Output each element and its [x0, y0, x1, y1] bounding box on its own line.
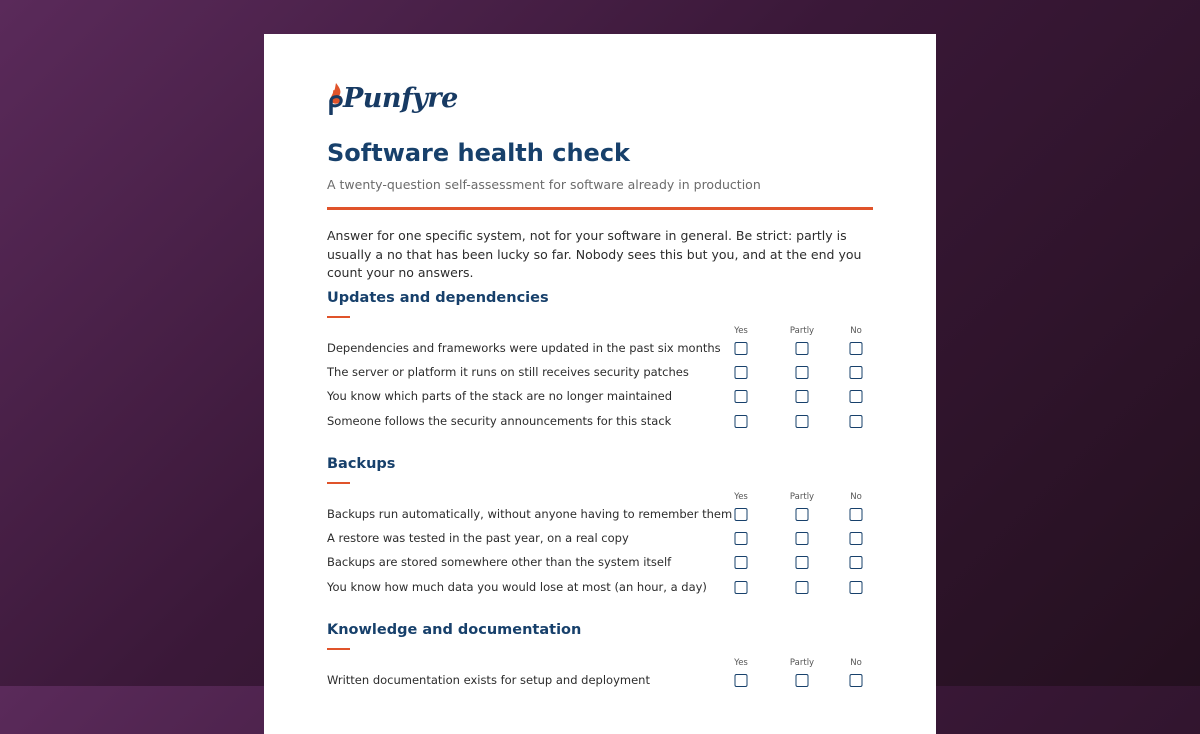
column-header-yes: Yes [734, 658, 748, 668]
checkbox-no[interactable] [850, 342, 863, 355]
question-text: You know which parts of the stack are no longer maintained [327, 389, 673, 404]
checkbox-yes[interactable] [735, 342, 748, 355]
column-header-yes: Yes [734, 492, 748, 502]
column-headers [327, 658, 873, 670]
question-text: Backups are stored somewhere other than the system itself [327, 555, 672, 570]
column-header-yes: Yes [734, 326, 748, 336]
column-headers [327, 326, 873, 338]
checkbox-yes[interactable] [735, 366, 748, 379]
question-text: Someone follows the security announcements for this stack [327, 413, 672, 428]
section-underline [327, 648, 350, 650]
checkbox-no[interactable] [850, 556, 863, 569]
question-row [327, 387, 873, 407]
brand-logo [327, 78, 458, 118]
checkbox-yes[interactable] [735, 508, 748, 521]
question-row [327, 529, 873, 549]
question-row [327, 578, 873, 598]
section [327, 456, 873, 594]
section-underline [327, 482, 350, 484]
section-heading: Knowledge and documentation [327, 622, 582, 638]
checkbox-no[interactable] [850, 508, 863, 521]
section-underline [327, 316, 350, 318]
checkbox-partly[interactable] [796, 532, 809, 545]
page-title: Software health check [327, 139, 630, 167]
checkbox-partly[interactable] [796, 342, 809, 355]
checkbox-yes[interactable] [735, 415, 748, 428]
checkbox-no[interactable] [850, 674, 863, 687]
question-text: Backups run automatically, without anyone having to remember them [327, 507, 733, 521]
section [327, 622, 873, 687]
title-divider [327, 207, 873, 210]
question-row [327, 339, 873, 359]
logo-wordmark: Punfyre [343, 82, 458, 114]
checkbox-partly[interactable] [796, 366, 809, 379]
checkbox-yes[interactable] [735, 532, 748, 545]
question-text: You know how much data you would lose at most (an hour, a day) [327, 579, 707, 594]
column-header-partly: Partly [789, 492, 815, 502]
document-page [264, 34, 936, 734]
checkbox-yes[interactable] [735, 674, 748, 687]
checkbox-partly[interactable] [796, 581, 809, 594]
checkbox-no[interactable] [850, 581, 863, 594]
checkbox-partly[interactable] [796, 508, 809, 521]
checkbox-partly[interactable] [796, 390, 809, 403]
column-headers [327, 492, 873, 504]
question-row [327, 505, 873, 525]
column-header-no: No [850, 492, 862, 502]
question-text: A restore was tested in the past year, on a real copy [327, 531, 629, 546]
column-header-partly: Partly [789, 658, 815, 668]
intro-paragraph: Answer for one specific system, not for your software in general. Be strict: partly is usually a no that has been lucky so far. Nobody sees this but you, and at the end you count your no answers. [327, 228, 862, 280]
checkbox-no[interactable] [850, 532, 863, 545]
question-text: Dependencies and frameworks were updated in the past six months [327, 341, 721, 355]
column-header-partly: Partly [789, 326, 815, 336]
question-row [327, 553, 873, 573]
checkbox-no[interactable] [850, 390, 863, 403]
question-text: Written documentation exists for setup and deployment [327, 673, 650, 687]
question-text: The server or platform it runs on still receives security patches [327, 365, 689, 380]
section-heading: Updates and dependencies [327, 290, 549, 306]
column-header-no: No [850, 658, 862, 668]
checkbox-yes[interactable] [735, 581, 748, 594]
checkbox-partly[interactable] [796, 674, 809, 687]
checkbox-yes[interactable] [735, 556, 748, 569]
question-row [327, 363, 873, 383]
question-row [327, 412, 873, 432]
checkbox-partly[interactable] [796, 556, 809, 569]
checkbox-partly[interactable] [796, 415, 809, 428]
section-heading: Backups [327, 456, 396, 472]
section [327, 290, 873, 428]
column-header-no: No [850, 326, 862, 336]
page-subtitle: A twenty-question self-assessment for software already in production [327, 177, 761, 192]
checkbox-no[interactable] [850, 366, 863, 379]
question-row [327, 671, 873, 691]
checkbox-yes[interactable] [735, 390, 748, 403]
checkbox-no[interactable] [850, 415, 863, 428]
